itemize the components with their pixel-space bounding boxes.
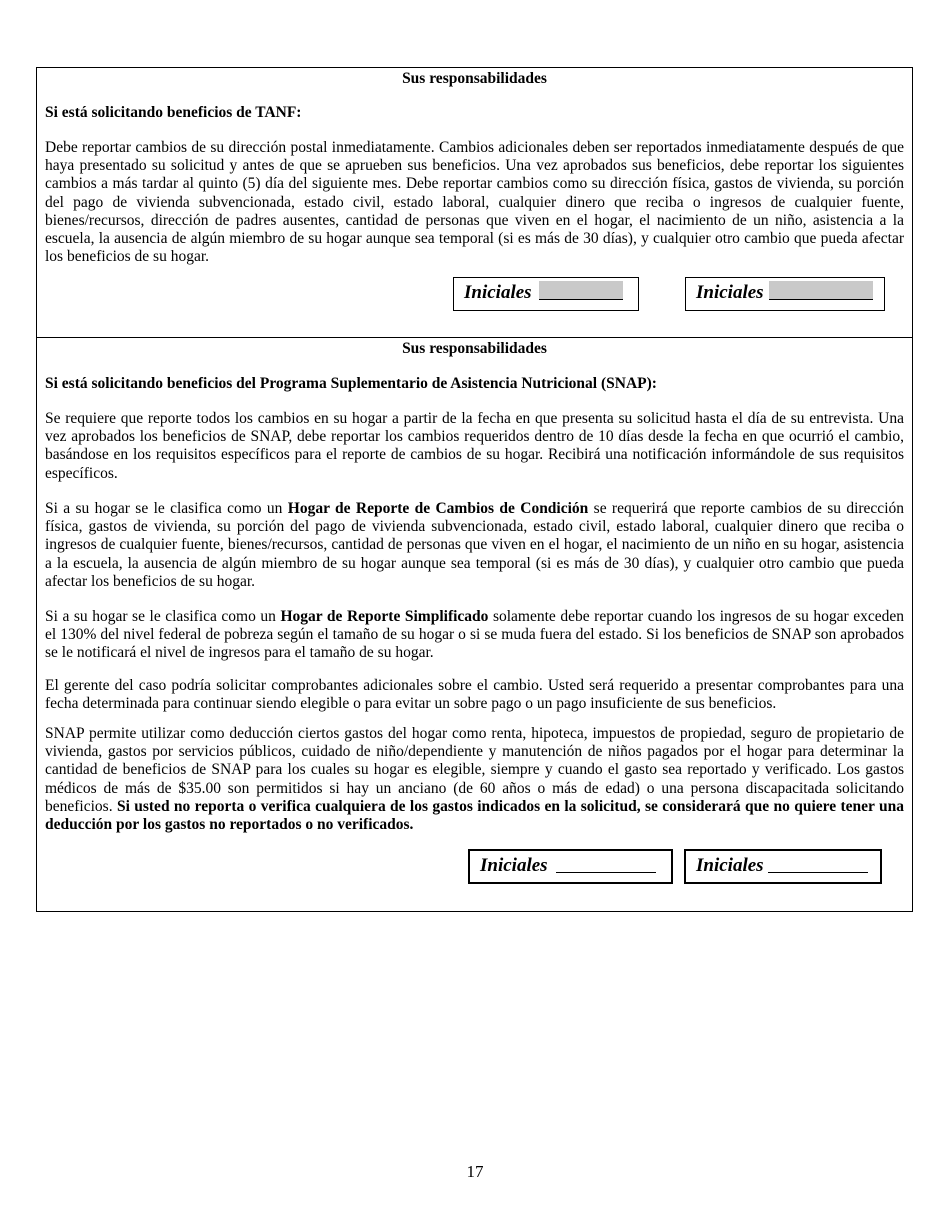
snap-initials-field-1[interactable] bbox=[468, 849, 673, 884]
initials-label: Iniciales bbox=[696, 282, 764, 303]
bold-term: Hogar de Reporte Simplificado bbox=[280, 608, 489, 625]
responsibilities-form bbox=[36, 67, 913, 912]
tanf-section-title: Sus responsabilidades bbox=[402, 70, 547, 87]
initials-label: Iniciales bbox=[464, 282, 532, 303]
snap-paragraph-5: SNAP permite utilizar como deducción ciertos gastos del hogar como renta, hipoteca, impuestos de propiedad, seguro de propietario de vivienda, gastos por servicios públicos, cuidado de niño/dependiente y manutención de niños pagados por el hogar para determinar la cantidad de beneficios de SNAP para los cuales su hogar es elegible, siempre y cuando el gasto sea reportado y verificado. Los gastos médicos de más de $35.00 son permitidos si hay un anciano (de 60 años o más de edad) o una persona discapacitada solicitando beneficios. Si usted no reporta o verifica cualquiera de los gastos indicados en la solicitud, se considerará que no quiere tener una deducción por los gastos no reportados o no verificados. bbox=[45, 725, 904, 834]
page-number: 17 bbox=[466, 1162, 484, 1181]
tanf-initials-field-1[interactable] bbox=[453, 277, 639, 311]
snap-section-title: Sus responsabilidades bbox=[402, 340, 547, 357]
section-divider bbox=[37, 337, 912, 338]
initials-input[interactable] bbox=[556, 854, 656, 873]
initials-input[interactable] bbox=[769, 281, 873, 300]
snap-initials-field-2[interactable] bbox=[684, 849, 882, 884]
tanf-heading: Si está solicitando beneficios de TANF: bbox=[45, 104, 302, 121]
initials-label: Iniciales bbox=[696, 855, 764, 876]
snap-paragraph-1: Se requiere que reporte todos los cambios en su hogar a partir de la fecha en que presenta su solicitud hasta el día de su entrevista. Una vez aprobados los beneficios de SNAP, debe reportar los cambios requeridos dentro de 10 días desde la fecha en que ocurrió el cambio, basándose en los requisitos específicos para el reporte de cambios de su hogar. Recibirá una notificación informándole de sus requisitos específicos. bbox=[45, 410, 904, 482]
initials-input[interactable] bbox=[768, 854, 868, 873]
snap-paragraph-3: Si a su hogar se le clasifica como un Hogar de Reporte Simplificado solamente debe reportar cuando los ingresos de su hogar exceden el 130% del nivel federal de pobreza según el tamaño de su hogar o si se muda fuera del estado. Si los beneficios de SNAP son aprobados se le notificará el nivel de ingresos para el tamaño de su hogar. bbox=[45, 608, 905, 662]
snap-heading: Si está solicitando beneficios del Programa Suplementario de Asistencia Nutricional (SNAP): bbox=[45, 375, 657, 392]
snap-paragraph-4: El gerente del caso podría solicitar comprobantes adicionales sobre el cambio. Usted será requerido a presentar comprobantes para una fecha determinada para continuar siendo elegible o para evitar un sobre pago o un pago insuficiente de sus beneficios. bbox=[45, 677, 904, 713]
bold-warning: Si usted no reporta o verifica cualquiera de los gastos indicados en la solicitud, se considerará que no quiere tener una deducción por los gastos no reportados o no verificados. bbox=[45, 797, 904, 834]
tanf-paragraph: Debe reportar cambios de su dirección postal inmediatamente. Cambios adicionales deben ser reportados inmediatamente después de que haya presentado su solicitud y antes de que se aprueben sus beneficios. Una vez aprobados sus beneficios, debe reportar los siguientes cambios a más tardar al quinto (5) día del siguiente mes. Debe reportar cambios como su dirección física, gastos de vivienda, su porción del pago de vivienda subvencionada, estado civil, estado laboral, cualquier dinero que reciba o ingresos de cualquier fuente, bienes/recursos, dirección de padres ausentes, cantidad de personas que viven en el hogar, el nacimiento de un niño, asistencia a la escuela, la ausencia de algún miembro de su hogar aunque sea temporal (si es más de 30 días), y cualquier otro cambio que pueda afectar los beneficios de su hogar. bbox=[45, 139, 904, 266]
initials-input[interactable] bbox=[539, 281, 623, 300]
initials-label: Iniciales bbox=[480, 855, 548, 876]
bold-term: Hogar de Reporte de Cambios de Condición bbox=[287, 500, 589, 517]
tanf-initials-field-2[interactable] bbox=[685, 277, 885, 311]
snap-paragraph-2: Si a su hogar se le clasifica como un Hogar de Reporte de Cambios de Condición se requerirá que reporte cambios de su dirección física, gastos de vivienda, su porción del pago de vivienda subvencionada, estado civil, estado laboral, cualquier dinero que reciba o ingresos de cualquier fuente, bienes/recursos, cantidad de personas que viven en el hogar, el nacimiento de un niño en su hogar, asistencia a la escuela, la ausencia de algún miembro de su hogar aunque sea temporal (si es más de 30 días), y cualquier otro cambio que pueda afectar los beneficios de su hogar. bbox=[45, 500, 904, 590]
